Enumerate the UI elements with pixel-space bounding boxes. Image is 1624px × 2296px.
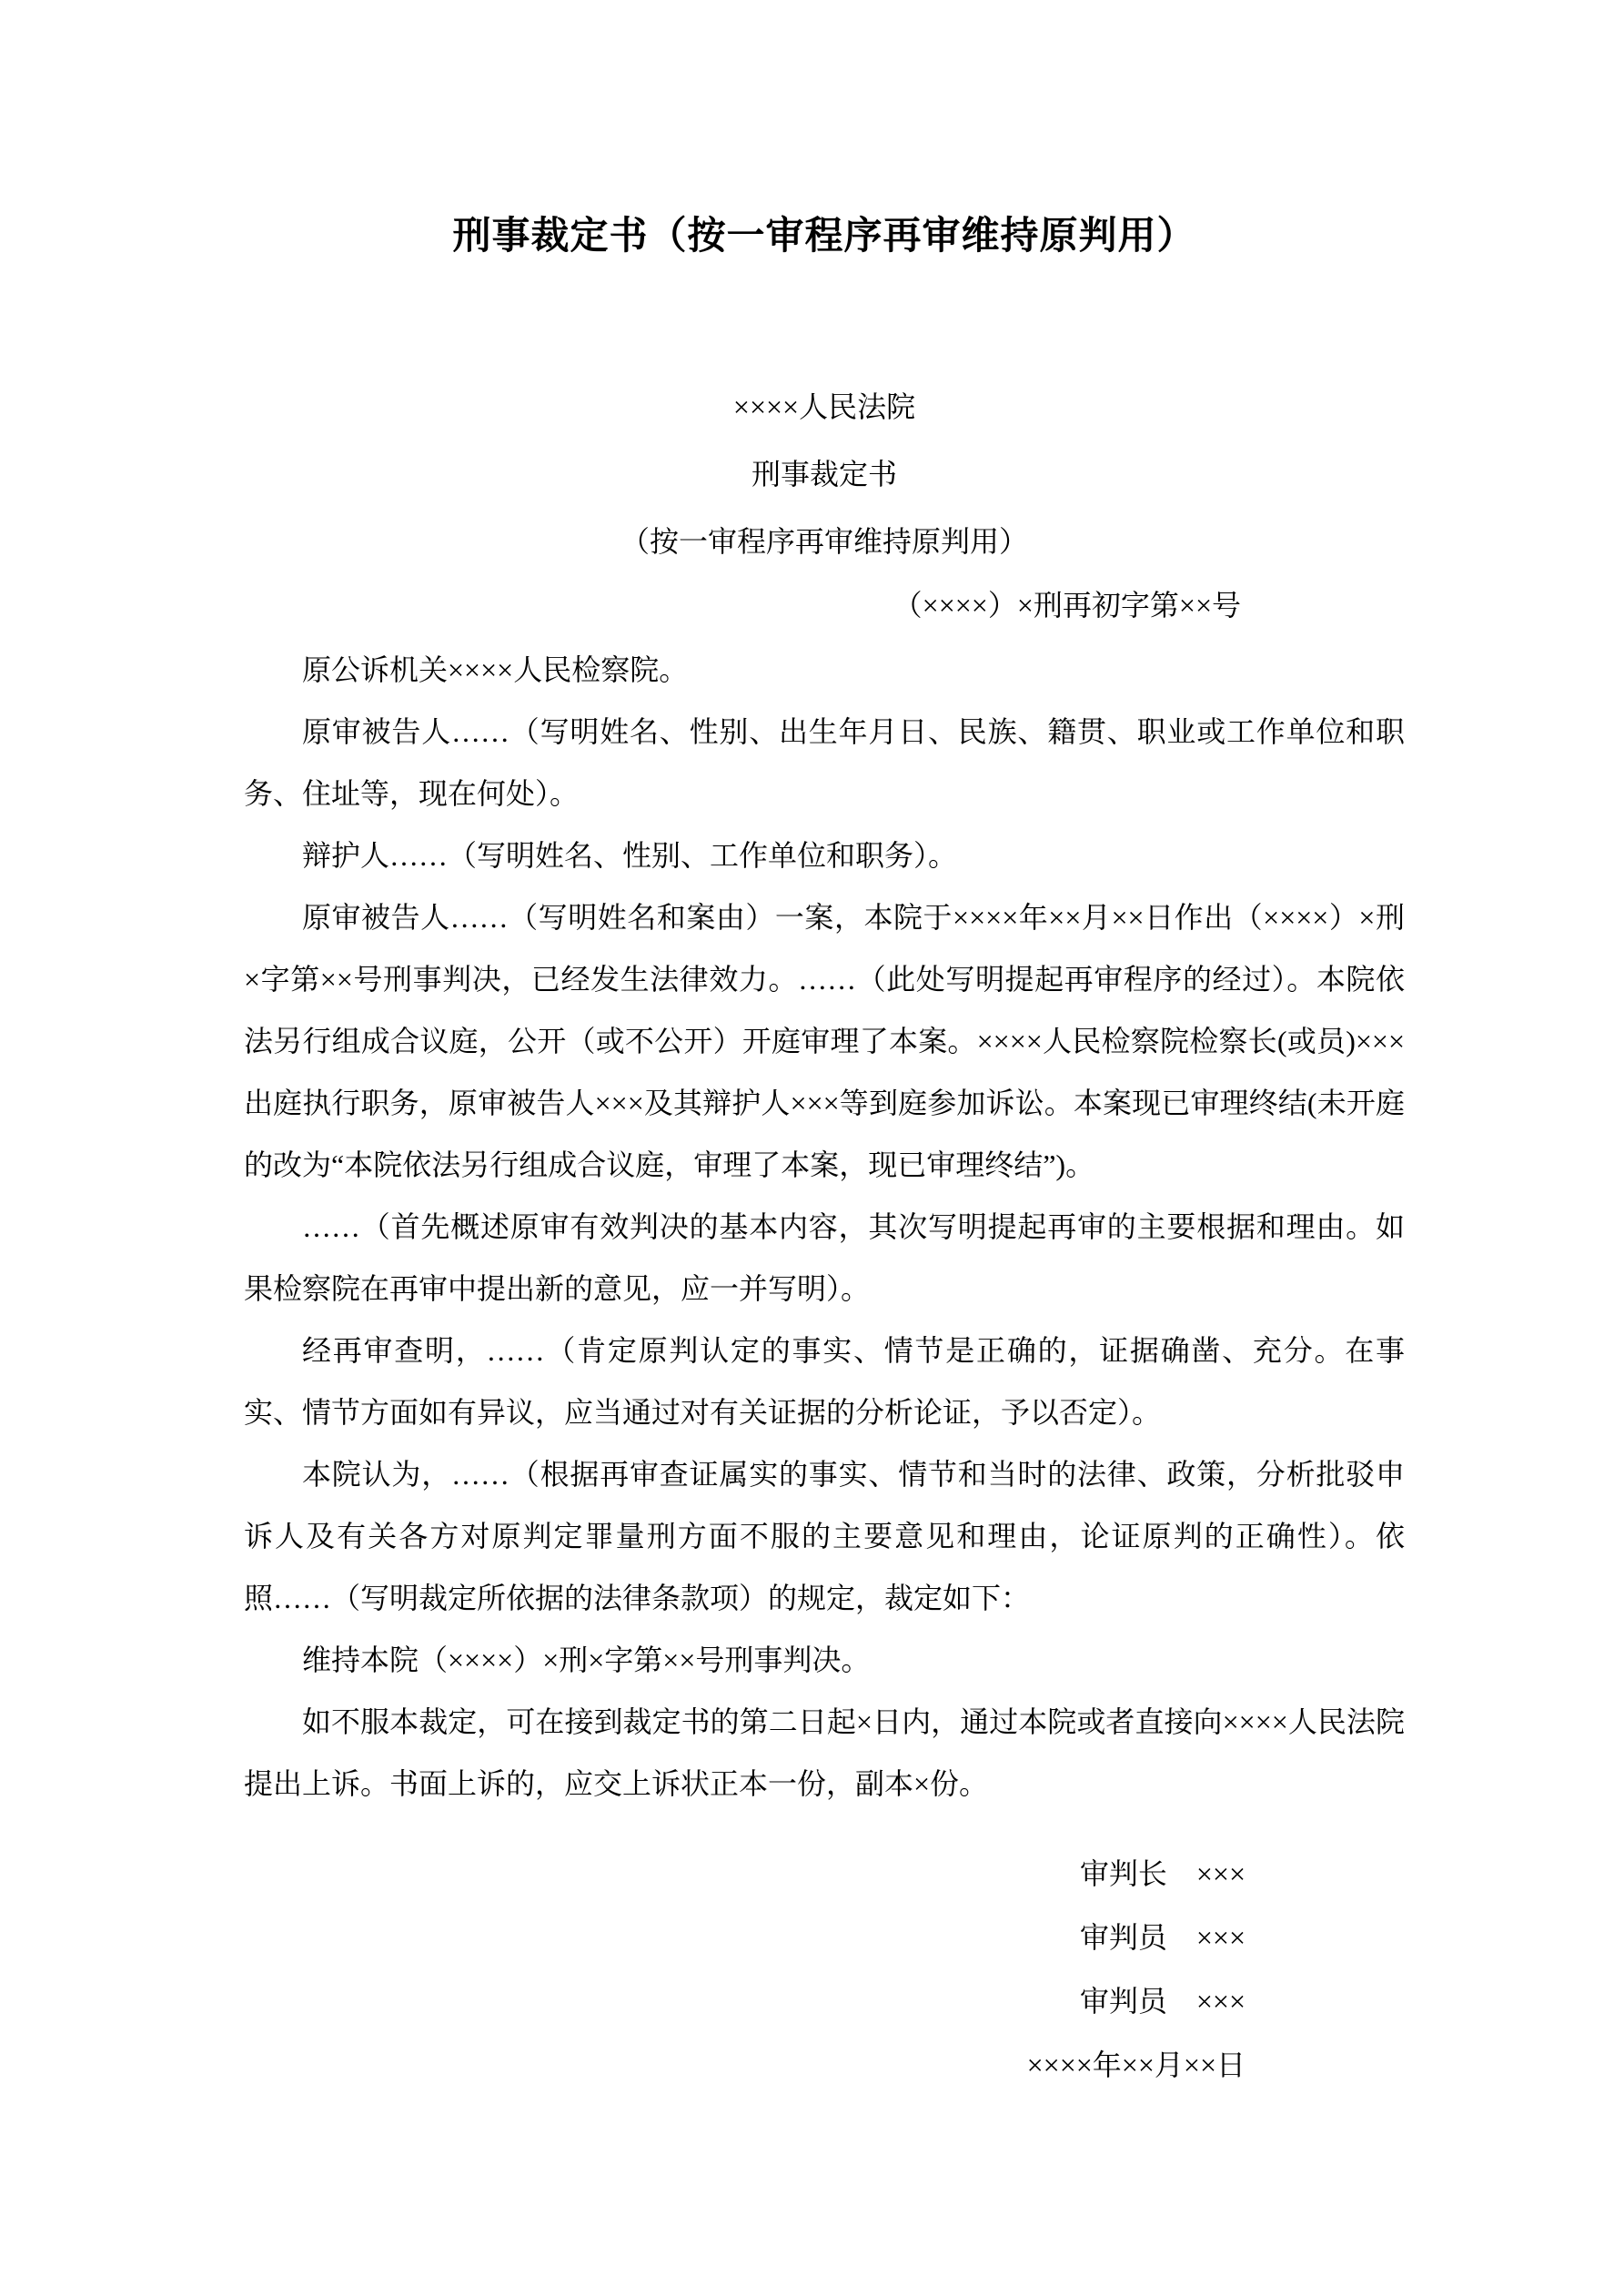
paragraph-case-history: 原审被告人……（写明姓名和案由）一案，本院于××××年××月××日作出（××××）×刑×字第××号刑事判决，已经发生法律效力。……（此处写明提起再审程序的经过）。本院依法另行组成合议庭，公开（或不公开）开庭审理了本案。××××人民检察院检察长(或员)×××出庭执行职务，原审被告人×××及其辩护人×××等到庭参加诉讼。本案现已审理终结(未开庭的改为“本院依法另行组成合议庭，审理了本案，现已审理终结”)。: [244, 901, 1405, 1181]
paragraph-prosecution-organ: 原公诉机关××××人民检察院。: [302, 653, 689, 686]
document-subtitle: （按一审程序再审维持原判用）: [620, 525, 1028, 558]
presiding-judge-line: 审判长 ×××: [1079, 1857, 1246, 1890]
paragraph-ruling: 维持本院（××××）×刑×字第××号刑事判决。: [302, 1644, 871, 1676]
document-title: 刑事裁定书（按一审程序再审维持原判用）: [452, 216, 1196, 258]
paragraph-appeal-rights: 如不服本裁定，可在接到裁定书的第二日起×日内，通过本院或者直接向××××人民法院提出上诉。书面上诉的，应交上诉状正本一份，副本×份。: [244, 1705, 1405, 1800]
document-body: [244, 639, 1405, 1815]
paragraph-defendant-info: 原审被告人……（写明姓名、性别、出生年月日、民族、籍贯、职业或工作单位和职务、住址等，现在何处）。: [244, 715, 1405, 810]
date-line: ××××年××月××日: [1026, 2048, 1246, 2081]
document-type: 刑事裁定书: [751, 458, 897, 491]
document-content: [244, 0, 1405, 2097]
paragraph-retrial-basis: ……（首先概述原审有效判决的基本内容，其次写明提起再审的主要根据和理由。如果检察院在再审中提出新的意见，应一并写明）。: [244, 1210, 1405, 1305]
judge-line: 审判员 ×××: [1079, 1921, 1246, 1954]
signature-block: [244, 1842, 1405, 2097]
case-number: （××××）×刑再初字第××号: [893, 589, 1241, 622]
paragraph-defender-info: 辩护人……（写明姓名、性别、工作单位和职务）。: [302, 839, 958, 872]
paragraph-retrial-findings: 经再审查明，……（肯定原判认定的事实、情节是正确的，证据确凿、充分。在事实、情节方面如有异议，应当通过对有关证据的分析论证，予以否定）。: [244, 1334, 1405, 1429]
judge-line: 审判员 ×××: [1079, 1985, 1246, 2018]
paragraph-court-opinion: 本院认为，……（根据再审查证属实的事实、情节和当时的法律、政策，分析批驳申诉人及有关各方对原判定罪量刑方面不服的主要意见和理由，论证原判的正确性）。依照……（写明裁定所依据的法律条款项）的规定，裁定如下：: [244, 1458, 1405, 1614]
court-name: ××××人民法院: [732, 390, 916, 423]
